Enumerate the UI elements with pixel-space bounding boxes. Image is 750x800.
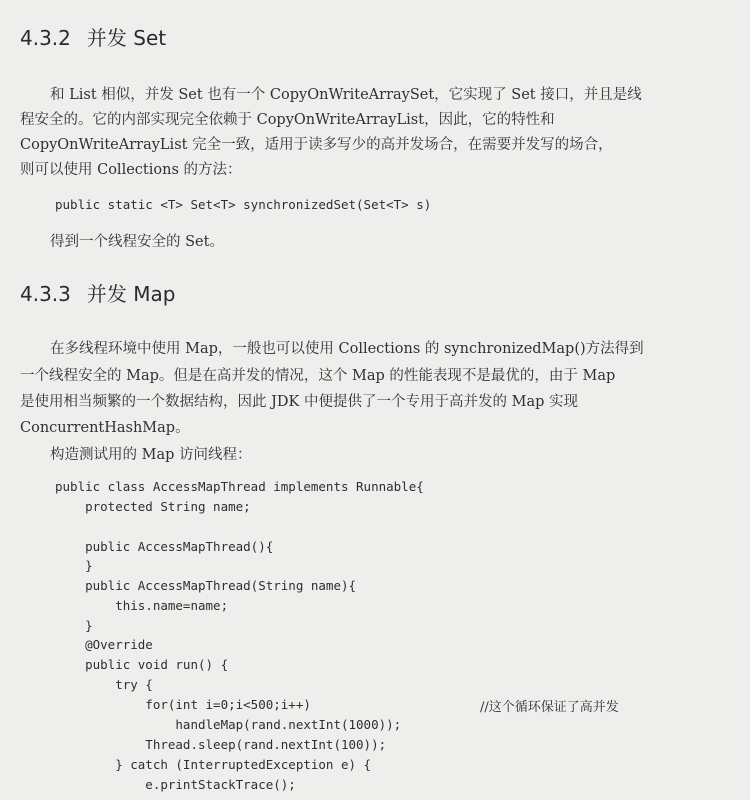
section-title: 并发 Map [86, 282, 176, 306]
code-line: public void run() { [55, 657, 229, 672]
code-line: try { [55, 677, 153, 692]
section-number: 4.3.2 [20, 26, 71, 50]
section-heading-4-3-2 [20, 22, 166, 51]
code-line: } [55, 618, 93, 633]
code-line: } [55, 558, 93, 573]
code-snippet: public static <T> Set<T> synchronizedSet(Set<T> s) [55, 197, 432, 212]
code-line: public AccessMapThread(String name){ [55, 578, 357, 593]
code-line: handleMap(rand.nextInt(1000)); [55, 717, 402, 732]
code-line: } catch (InterruptedException e) { [55, 757, 372, 772]
paragraph-line: 在多线程环境中使用 Map，一般也可以使用 Collections 的 synchronizedMap()方法得到 [50, 341, 644, 357]
code-line: for(int i=0;i<500;i++) [55, 697, 311, 712]
code-line: protected String name; [55, 499, 251, 514]
section-number: 4.3.3 [20, 282, 71, 306]
paragraph-line: ConcurrentHashMap。 [20, 420, 190, 436]
paragraph-line: 得到一个线程安全的 Set。 [50, 234, 224, 250]
paragraph-line: 则可以使用 Collections 的方法： [20, 162, 242, 178]
code-line: Thread.sleep(rand.nextInt(100)); [55, 737, 387, 752]
paragraph-line: 是使用相当频繁的一个数据结构，因此 JDK 中便提供了一个专用于高并发的 Map 实现 [20, 394, 578, 410]
code-comment: //这个循环保证了高并发 [480, 700, 619, 715]
paragraph-line: 和 List 相似，并发 Set 也有一个 CopyOnWriteArraySet，它实现了 Set 接口，并且是线 [50, 87, 642, 103]
code-line: public class AccessMapThread implements Runnable{ [55, 479, 424, 494]
code-line: e.printStackTrace(); [55, 777, 296, 792]
code-line: public AccessMapThread(){ [55, 539, 274, 554]
paragraph-line: 一个线程安全的 Map。但是在高并发的情况，这个 Map 的性能表现不是最优的，由于 Map [20, 368, 616, 384]
section-heading-4-3-3 [20, 278, 175, 307]
paragraph-line: 构造测试用的 Map 访问线程： [50, 447, 252, 463]
paragraph-line: CopyOnWriteArrayList 完全一致，适用于读多写少的高并发场合，在需要并发写的场合， [20, 137, 613, 153]
code-line: this.name=name; [55, 598, 229, 613]
paragraph-line: 程安全的。它的内部实现完全依赖于 CopyOnWriteArrayList，因此，它的特性和 [20, 112, 555, 128]
code-line: @Override [55, 637, 153, 652]
section-title: 并发 Set [86, 26, 167, 50]
